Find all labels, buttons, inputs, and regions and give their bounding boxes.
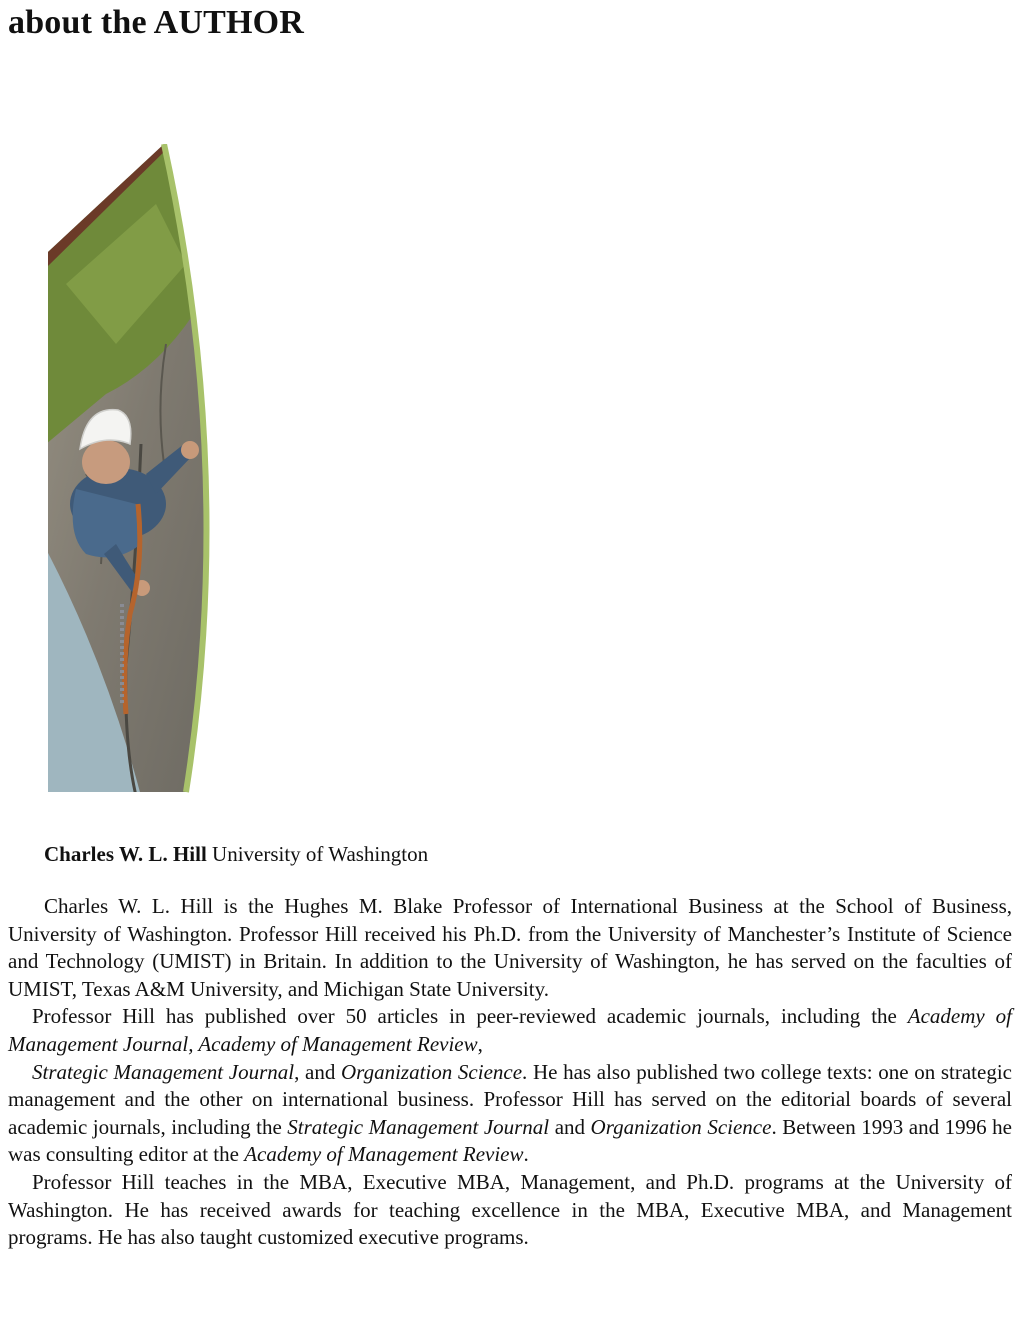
author-byline [44, 842, 428, 867]
journal-title: Academy of Management Journal, Academy of Management Review [8, 1004, 1012, 1056]
bio-paragraph-4: Professor Hill teaches in the MBA, Executive MBA, Management, and Ph.D. programs at the University of Washington. He has received awards for teaching excellence in the MBA, Executive MBA, and Management programs. He has also taught customized executive programs. [8, 1169, 1012, 1250]
bio-paragraph-1: Charles W. L. Hill is the Hughes M. Blake Professor of International Business at the School of Business, University of Washington. Professor Hill received his Ph.D. from the University of Manchester’s Institute of Science and Technology (UMIST) in Britain. In addition to the University of Washington, he has served on the faculties of UMIST, Texas A&M University, and Michigan State University. [8, 894, 1012, 1001]
journal-title: Strategic Management Journal [287, 1114, 550, 1139]
author-name: Charles W. L. Hill [44, 842, 207, 866]
page-title: about the AUTHOR [8, 4, 305, 41]
journal-title: Academy of Management Review [244, 1142, 524, 1167]
journal-title: Organization Science [341, 1059, 523, 1084]
journal-title: Strategic Management Journal [32, 1059, 295, 1084]
author-affiliation: University of Washington [212, 842, 429, 866]
author-photo [46, 144, 216, 796]
bio-paragraph-3: Strategic Management Journal, and Organization Science. He has also published two college texts: one on strategic management and the other on international business. Professor Hill has served on the editorial boards of several academic journals, including the Strategic Management Journal and Organization Science. Between 1993 and 1996 he was consulting editor at the Academy of Management Review. [8, 1059, 1012, 1167]
author-bio [8, 893, 1012, 1252]
journal-title: Organization Science [590, 1114, 772, 1139]
bio-paragraph-2: Professor Hill has published over 50 articles in peer-reviewed academic journals, including the Academy of Management Journal, Academy of Management Review, [8, 1004, 1012, 1056]
